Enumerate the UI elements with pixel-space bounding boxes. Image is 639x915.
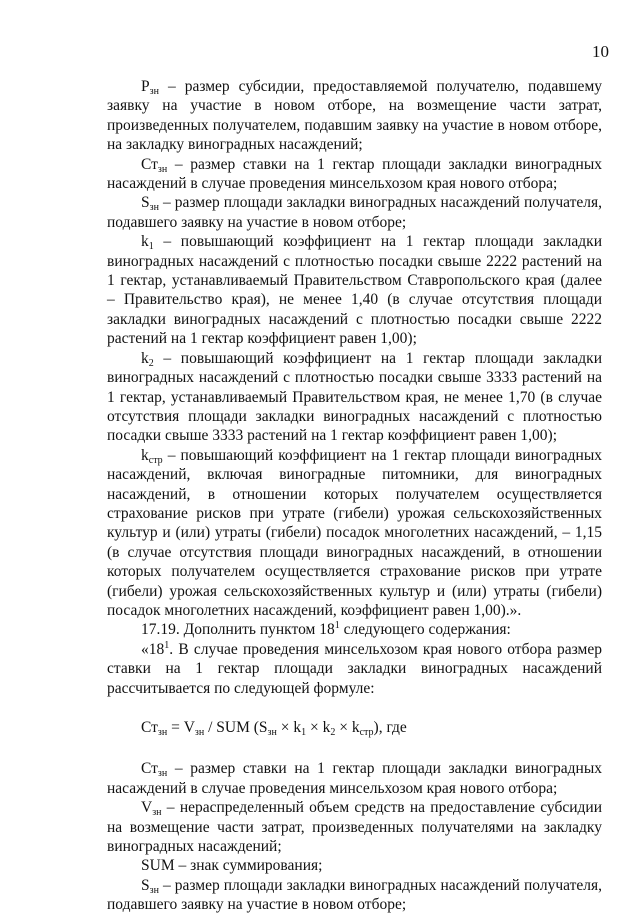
text-run: – повышающий коэффициент на 1 гектар площади закладки виноградных насаждений с плотностью посадки свыше 3333 растений на 1 гектар, устанавливаемый Правительством края, не менее 1,70 (в случае отсутствия площади закладки виноградных насаждений с плотностью посадки свыше 3333 растений на 1 гектар коэффициент равен 1,00); <box>107 349 602 445</box>
text-run: × k <box>276 719 302 736</box>
subscript: зн <box>149 884 159 896</box>
subscript: зн <box>157 768 168 780</box>
paragraph <box>107 232 602 348</box>
subscript: 2 <box>330 727 336 738</box>
subscript: 1 <box>301 727 307 738</box>
subscript: зн <box>157 727 168 738</box>
text-run: – повышающий коэффициент на 1 гектар площади закладки виноградных насаждений с плотностью посадки свыше 2222 растений на 1 гектар, устанавливаемый Правительством Ставропольского края (далее – Правительство края), не менее 1,40 (в случае отсутствия площади закладки виноградных насаждений с плотностью посадки свыше 2222 растений на 1 гектар коэффициент равен 1,00); <box>107 233 602 348</box>
paragraph <box>107 798 602 856</box>
text-run: × k <box>335 719 360 736</box>
text-run: k <box>141 349 149 367</box>
text-run: Ст <box>141 760 158 778</box>
text-run: V <box>141 799 153 817</box>
text-run: k <box>141 233 149 251</box>
text-run: × k <box>306 719 331 736</box>
text-run: ), где <box>373 719 407 736</box>
paragraph <box>107 640 602 698</box>
text-run: – повышающий коэффициент на 1 гектар площади виноградных насаждений, включая виноградные питомники, для виноградных насаждений, в отношении которых получателем осуществляется страхование рисков при утрате (гибели) урожая сельскохозяйственных культур и (или) утраты (гибели) посадок многолетних насаждений, – 1,15 (в случае отсутствия площади виноградных насаждений, в отношении которых получателем осуществляется страхование рисков при утрате (гибели) урожая сельскохозяйственных культур и (или) утраты (гибели) посадок многолетних насаждений, коэффициент равен 1,00).». <box>107 446 602 619</box>
text-run: – размер площади закладки виноградных насаждений получателя, подавшего заявку на участие в новом отборе; <box>107 194 602 231</box>
text-run: S <box>141 876 150 894</box>
paragraph <box>107 856 602 875</box>
text-run: – нераспределенный объем средств на предоставление субсидии на возмещение части затрат, произведенных получателями на закладку виноградных насаждений; <box>107 799 602 856</box>
subscript: стр <box>359 727 374 738</box>
text-run: – размер ставки на 1 гектар площади закладки виноградных насаждений в случае проведения минсельхозом края нового отбора; <box>107 760 602 797</box>
paragraph <box>107 620 602 639</box>
subscript: зн <box>149 86 159 97</box>
document-body <box>107 77 602 915</box>
blank-line <box>107 698 602 718</box>
subscript: зн <box>194 727 205 738</box>
paragraph <box>107 349 602 446</box>
text-run: – размер ставки на 1 гектар площади закладки виноградных насаждений в случае проведения минсельхозом края нового отбора; <box>107 155 602 193</box>
text-run: – размер субсидии, предоставляемой получателю, подавшему заявку на участие в новом отборе, на возмещение части затрат, произведенных получателем, подавшим заявку на участие в новом отборе, на закладку виноградных насаждений; <box>107 78 602 154</box>
paragraph <box>107 193 602 232</box>
text-run: / SUM (S <box>204 719 268 736</box>
text-run: SUM – знак суммирования; <box>141 857 323 875</box>
text-run: . В случае проведения минсельхозом края нового отбора размер ставки на 1 гектар площади закладки виноградных насаждений рассчитывается по следующей формуле: <box>107 640 602 697</box>
superscript: 1 <box>164 639 170 651</box>
formula-line <box>107 718 602 737</box>
subscript: зн <box>152 807 162 819</box>
subscript: стр <box>148 454 163 466</box>
subscript: зн <box>149 202 159 214</box>
text-run: k <box>141 446 149 464</box>
text-run: следующего содержания: <box>339 621 511 639</box>
subscript: 2 <box>148 357 154 369</box>
superscript: 1 <box>334 620 340 632</box>
text-run: S <box>141 194 150 212</box>
paragraph <box>107 77 602 155</box>
subscript: зн <box>157 163 168 175</box>
text-run: «18 <box>141 640 165 658</box>
paragraph <box>107 876 602 915</box>
text-run: Р <box>141 78 150 95</box>
text-run: – размер площади закладки виноградных насаждений получателя, подавшего заявку на участие в новом отборе; <box>107 876 602 914</box>
paragraph <box>107 759 602 798</box>
text-run: Ст <box>141 719 158 736</box>
text-run: 17.19. Дополнить пунктом 18 <box>141 621 335 639</box>
text-run: = V <box>167 719 195 736</box>
paragraph <box>107 155 602 194</box>
text-run: Ст <box>141 155 158 173</box>
page-number: 10 <box>592 42 609 61</box>
paragraph <box>107 446 602 621</box>
blank-line <box>107 737 602 759</box>
subscript: 1 <box>148 241 154 253</box>
subscript: зн <box>267 727 277 738</box>
